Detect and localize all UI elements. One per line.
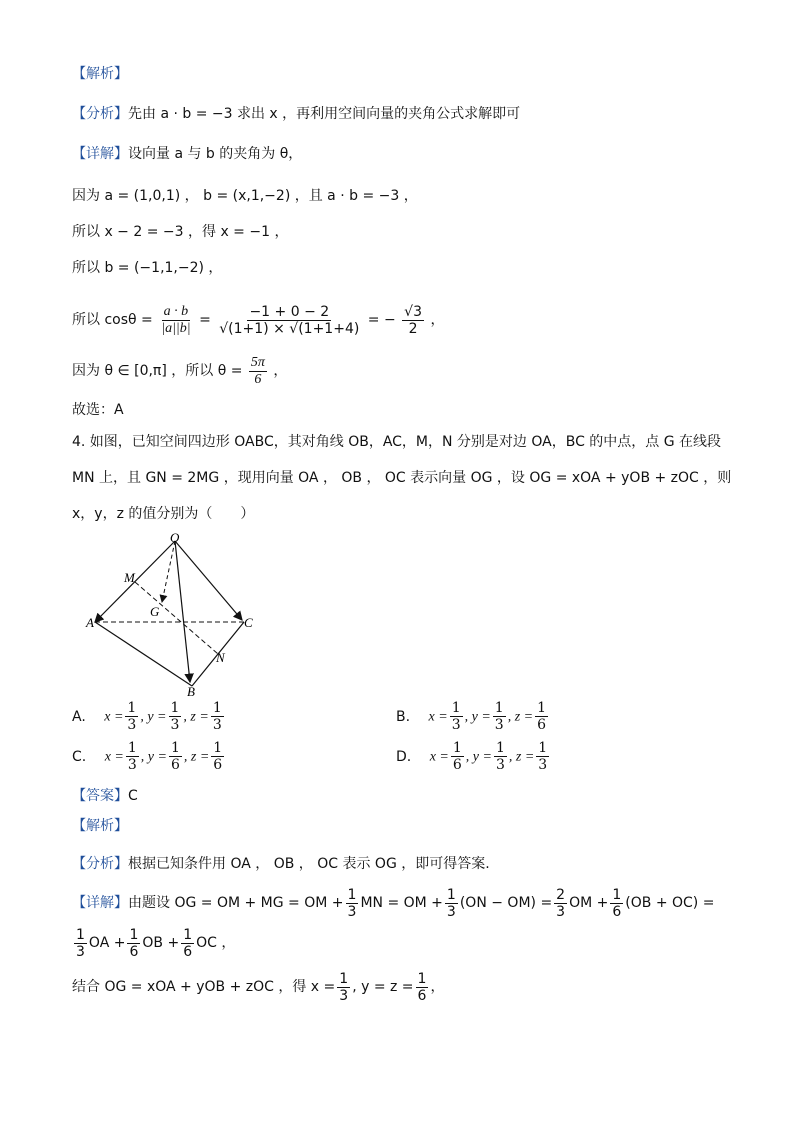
q4-fenxi-line: [72, 854, 490, 874]
d1-f2-num: 1: [446, 886, 456, 903]
d1-f4-num: 1: [612, 886, 622, 903]
edge-OA: [95, 541, 175, 622]
jiexi-heading: 【解析】: [72, 66, 128, 82]
optA-y-num: 1: [170, 700, 180, 716]
q4-jiexi-heading: 【解析】: [72, 818, 128, 834]
label-B: B: [187, 684, 195, 699]
q4-fenxi-text: 根据已知条件用 OA ， OB ， OC 表示 OG ，即可得答案.: [128, 856, 490, 872]
vector-values-line: 因为 a = (1,0,1) ， b = (x,1,−2) ，且 a · b = −3 ，: [72, 188, 418, 204]
q4-xiangjie-tag: 【详解】: [72, 895, 128, 911]
cos-fraction-2: [217, 304, 361, 337]
optD-x-num: 1: [452, 740, 462, 756]
cos-fraction-3: [402, 304, 424, 337]
optD-z-num: 1: [538, 740, 548, 756]
optC-y-num: 1: [170, 740, 180, 756]
cos-den-1: |a||b|: [161, 320, 191, 336]
option-A-label: A.: [72, 708, 86, 725]
xiangjie-line: [72, 144, 302, 164]
q4-detail-line-2: [72, 926, 235, 960]
optA-x-den: 3: [127, 717, 137, 733]
q4-stem-line-1: 4. 如图，已知空间四边形 OABC，其对角线 OB，AC，M，N 分别是对边 OA，BC 的中点，点 G 在线段: [72, 434, 722, 450]
optC-y-den: 6: [170, 757, 180, 773]
optB-z-num: 1: [537, 700, 547, 716]
d2-part-c: OC ，: [196, 935, 236, 951]
optA-z-num: 1: [212, 700, 222, 716]
d3-part-b: , y = z =: [352, 979, 414, 995]
optB-x-num: 1: [451, 700, 461, 716]
optB-y-den: 3: [494, 717, 504, 733]
cos-den-2: √(1+1) × √(1+1+4): [219, 320, 360, 337]
d3-part-c: ，: [430, 979, 445, 995]
d2-f1-den: 3: [76, 943, 85, 960]
fenxi-line: [72, 104, 520, 124]
optD-x-den: 6: [452, 757, 462, 773]
q4-fenxi-tag: 【分析】: [72, 856, 128, 872]
daan-line: [72, 786, 138, 806]
cos-den-3: 2: [408, 320, 418, 337]
q4-detail-line-3: [72, 970, 444, 1004]
cos-num-1: a · b: [163, 303, 189, 319]
option-D[interactable]: D. x = $\frac{1}{6}$ , y = $\frac{1}{3}$ , z = $\frac{1}{3}$: [396, 740, 548, 773]
d1-part-b: MN = OM +: [360, 895, 443, 911]
theta-fraction: [249, 355, 267, 388]
d3-f1-num: 1: [339, 970, 349, 987]
label-G: G: [150, 604, 160, 619]
xiangjie-tag: 【详解】: [72, 146, 128, 162]
edge-OB: [175, 541, 190, 682]
optC-z-num: 1: [213, 740, 223, 756]
label-O: O: [170, 530, 180, 545]
theta-line: [72, 354, 287, 388]
vector-OG-dashed: [162, 541, 175, 602]
q4-detail-line-1: [72, 886, 714, 920]
optA-z-den: 3: [212, 717, 222, 733]
fenxi-tag: 【分析】: [72, 106, 128, 122]
label-M: M: [124, 570, 135, 585]
daan-value: C: [128, 788, 138, 804]
d3-f1-den: 3: [339, 987, 349, 1004]
optA-x-num: 1: [127, 700, 137, 716]
d1-part-d: OM +: [569, 895, 609, 911]
optD-y-num: 1: [495, 740, 505, 756]
d1-f1-den: 3: [347, 903, 357, 920]
q4-stem-line-3: x，y，z 的值分别为（ ）: [72, 506, 255, 522]
d1-part-a: 由题设 OG = OM + MG = OM +: [128, 895, 344, 911]
edge-OC: [175, 541, 242, 620]
cos-end: ，: [430, 312, 445, 328]
d1-f3-num: 2: [556, 886, 566, 903]
q4-stem-line-2: MN 上，且 GN = 2MG ，现用向量 OA ， OB ， OC 表示向量 OG ，设 OG = xOA + yOB + zOC ，则: [72, 470, 732, 486]
d1-f4-den: 6: [612, 903, 622, 920]
tetrahedron-figure: [84, 530, 264, 700]
d1-part-e: (OB + OC) =: [625, 895, 715, 911]
label-C: C: [244, 615, 253, 630]
optD-y-den: 3: [495, 757, 505, 773]
option-A[interactable]: A. x = $\frac{1}{3}$ , y = $\frac{1}{3}$ , z = $\frac{1}{3}$: [72, 700, 222, 733]
d2-part-b: OB +: [142, 935, 180, 951]
d2-part-a: OA +: [88, 935, 126, 951]
d1-part-c: (ON − OM) =: [459, 895, 553, 911]
daan-tag: 【答案】: [72, 788, 128, 804]
answer-choice-line: 故选：A: [72, 402, 124, 418]
segment-MN-dashed: [135, 582, 218, 654]
option-C-label: C.: [72, 748, 87, 765]
optC-x-den: 3: [127, 757, 137, 773]
d1-f1-num: 1: [347, 886, 357, 903]
d1-f3-den: 3: [556, 903, 566, 920]
d2-f3-den: 6: [183, 943, 193, 960]
optB-y-num: 1: [494, 700, 504, 716]
option-B[interactable]: B. x = $\frac{1}{3}$ , y = $\frac{1}{3}$ , z = $\frac{1}{6}$: [396, 700, 547, 733]
theta-num: 5π: [250, 354, 265, 370]
vector-b-line: 所以 b = (−1,1,−2) ，: [72, 260, 223, 276]
d3-f2-num: 1: [417, 970, 427, 987]
cos-eq-2: = −: [367, 312, 396, 328]
cos-eq: =: [199, 312, 211, 328]
d1-f2-den: 3: [446, 903, 456, 920]
option-C[interactable]: C. x = $\frac{1}{3}$ , y = $\frac{1}{6}$ , z = $\frac{1}{6}$: [72, 740, 223, 773]
d2-f2-num: 1: [129, 926, 139, 943]
optB-z-den: 6: [537, 717, 547, 733]
d2-f3-num: 1: [183, 926, 193, 943]
d2-f1-num: 1: [76, 926, 85, 943]
cos-fraction-1: [159, 304, 192, 337]
option-D-label: D.: [396, 748, 412, 765]
optA-y-den: 3: [170, 717, 180, 733]
d3-part-a: 结合 OG = xOA + yOB + zOC ，得 x =: [72, 979, 336, 995]
optC-x-num: 1: [127, 740, 137, 756]
theta-end: ，: [273, 363, 288, 379]
cos-formula-line: [72, 302, 444, 338]
xiangjie-text: 设向量 a 与 b 的夹角为 θ，: [128, 146, 303, 162]
optD-z-den: 3: [538, 757, 548, 773]
edge-AB: [95, 622, 192, 686]
option-B-label: B.: [396, 708, 411, 725]
fenxi-text: 先由 a · b = −3 求出 x ，再利用空间向量的夹角公式求解即可: [128, 106, 521, 122]
cos-num-2: −1 + 0 − 2: [249, 303, 330, 320]
optB-x-den: 3: [451, 717, 461, 733]
theta-prefix: 因为 θ ∈ [0,π] ，所以 θ =: [72, 363, 243, 379]
solve-x-line: 所以 x − 2 = −3 ，得 x = −1 ，: [72, 224, 289, 240]
optC-z-den: 6: [213, 757, 223, 773]
cos-num-3: √3: [404, 303, 422, 320]
label-A: A: [86, 615, 94, 630]
theta-den: 6: [254, 371, 262, 387]
d2-f2-den: 6: [129, 943, 139, 960]
cos-prefix: 所以 cosθ =: [72, 312, 153, 328]
label-N: N: [216, 650, 225, 665]
d3-f2-den: 6: [417, 987, 427, 1004]
